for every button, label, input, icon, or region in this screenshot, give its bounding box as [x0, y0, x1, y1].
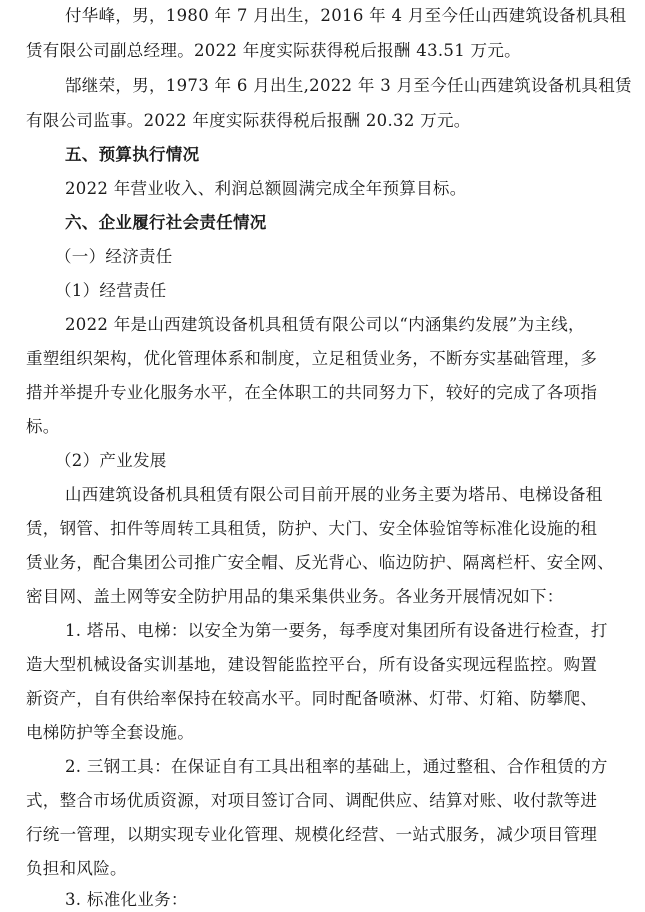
- text-line: 行统一管理，以期实现专业化管理、规模化经营、一站式服务，减少项目管理: [26, 825, 598, 844]
- text-line: 赁，钢管、扣件等周转工具租赁，防护、大门、安全体验馆等标准化设施的租: [26, 519, 598, 538]
- text-line: 造大型机械设备实训基地，建设智能监控平台，所有设备实现远程监控。购置: [26, 655, 598, 674]
- text-line: 赁业务，配合集团公司推广安全帽、反光背心、临边防护、隔离栏杆、安全网、: [26, 553, 614, 572]
- text-line: 标。: [26, 417, 60, 436]
- text-line: 措并举提升专业化服务水平，在全体职工的共同努力下，较好的完成了各项指: [26, 383, 598, 402]
- text-line: 山西建筑设备机具租赁有限公司目前开展的业务主要为塔吊、电梯设备租: [65, 485, 603, 504]
- text-line: 有限公司监事。2022 年度实际获得税后报酬 20.32 万元。: [26, 111, 471, 130]
- text-line: 郜继荣，男，1973 年 6 月出生,2022 年 3 月至今任山西建筑设备机具租赁: [65, 76, 632, 95]
- text-line: 赁有限公司副总经理。2022 年度实际获得税后报酬 43.51 万元。: [26, 41, 521, 60]
- subheading-industry-development: （2）产业发展: [55, 451, 167, 470]
- subheading-operation-responsibility: （1）经营责任: [55, 281, 167, 300]
- subheading-economic-responsibility: （一）经济责任: [55, 247, 173, 266]
- paragraph-budget: 2022 年营业收入、利润总额圆满完成全年预算目标。: [65, 179, 467, 198]
- text-line: 新资产，自有供给率保持在较高水平。同时配备喷淋、灯带、灯箱、防攀爬、: [26, 689, 598, 708]
- text-line: 2. 三钢工具：在保证自有工具出租率的基础上，通过整租、合作租赁的方: [65, 757, 608, 776]
- text-line: 1. 塔吊、电梯：以安全为第一要务，每季度对集团所有设备进行检查，打: [65, 621, 608, 640]
- paragraph-standardization: 3. 标准化业务：: [65, 890, 188, 909]
- text-line: 密目网、盖土网等安全防护用品的集采集供业务。各业务开展情况如下：: [26, 587, 564, 606]
- text-line: 负担和风险。: [26, 859, 127, 878]
- text-line: 电梯防护等全套设施。: [26, 723, 194, 742]
- section-heading-social-responsibility: 六、企业履行社会责任情况: [65, 213, 267, 232]
- text-line: 重塑组织架构，优化管理体系和制度，立足租赁业务，不断夯实基础管理，多: [26, 349, 598, 368]
- text-line: 付华峰，男，1980 年 7 月出生，2016 年 4 月至今任山西建筑设备机具租: [65, 6, 627, 25]
- text-line: 2022 年是山西建筑设备机具租赁有限公司以“内涵集约发展”为主线，: [65, 315, 585, 334]
- section-heading-budget: 五、预算执行情况: [65, 145, 200, 164]
- text-line: 式，整合市场优质资源，对项目签订合同、调配供应、结算对账、收付款等进: [26, 791, 598, 810]
